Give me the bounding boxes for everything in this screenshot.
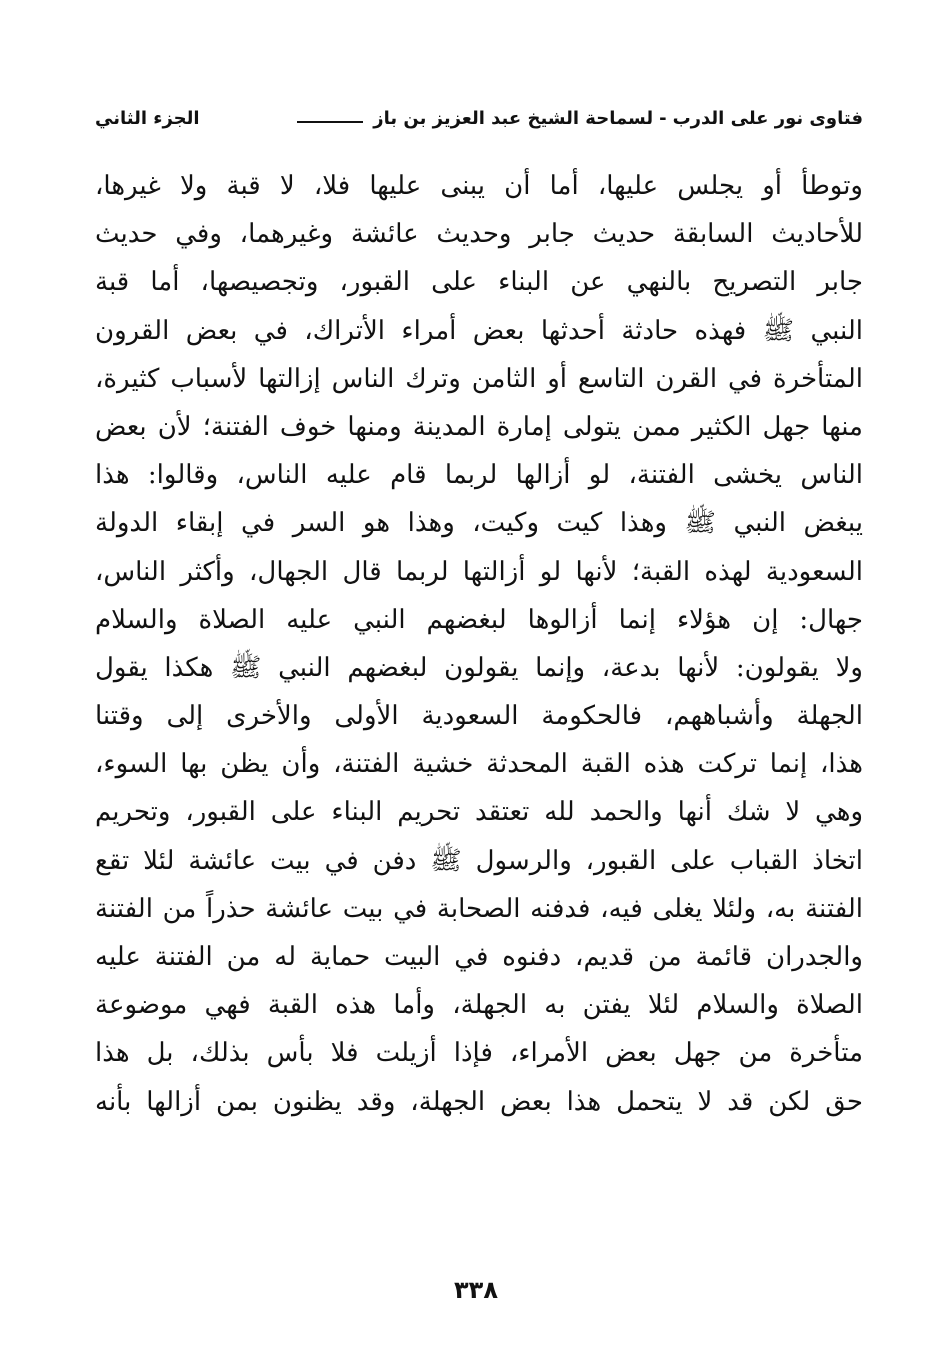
volume-label: الجزء الثاني [95,107,200,129]
text-line: الناس يخشى الفتنة، لو أزالها لربما قام عليه الناس، وقالوا: هذا [95,460,863,491]
text-line: الجهلة وأشباههم، فالحكومة السعودية الأولى والأخرى إلى وقتنا [95,701,863,732]
text-line: الصلاة والسلام لئلا يفتن به الجهلة، وأما هذه القبة فهي موضوعة [95,990,863,1021]
text-line: والجدران قائمة من قديم، دفنوه في البيت حماية له من الفتنة عليه [95,942,863,972]
text-line: جابر التصريح بالنهي عن البناء على القبور، وتجصيصها، أما قبة [95,267,863,298]
text-line: للأحاديث السابقة حديث جابر وحديث عائشة وغيرهما، وفي حديث [95,219,863,250]
text-line: ولا يقولون: لأنها بدعة، وإنما يقولون لبغضهم النبي ﷺ هكذا يقول [95,652,863,683]
text-line: وهي لا شك أنها والحمد لله تعتقد تحريم البناء على القبور، وتحريم [95,797,863,828]
text-line: المتأخرة في القرن التاسع أو الثامن وترك الناس إزالتها لأسباب كثيرة، [95,363,863,394]
header-separator: - [659,107,667,129]
text-line: النبي ﷺ فهذه حادثة أحدثها بعض أمراء الأتراك، في بعض القرون [95,315,863,346]
book-title: فتاوى نور على الدرب [672,107,863,129]
header-rule [297,121,363,123]
page-number: ٣٣٨ [454,1276,498,1304]
text-line: متأخرة من جهل بعض الأمراء، فإذا أزيلت فلا بأس بذلك، بل هذا [95,1038,863,1069]
text-line: جهال: إن هؤلاء إنما أزالوها لبغضهم النبي عليه الصلاة والسلام [95,604,863,635]
text-line: يبغض النبي ﷺ وهذا كيت وكيت، وهذا هو السر في إبقاء الدولة [95,508,863,539]
text-line: منها جهل الكثير ممن يتولى إمارة المدينة ومنها خوف الفتنة؛ لأن بعض [95,411,863,442]
text-line: السعودية لهذه القبة؛ لأنها لو أزالتها لربما قال الجهال، وأكثر الناس، [95,556,863,587]
body-text [95,162,863,1126]
text-line: الفتنة به، ولئلا يغلى فيه، فدفنه الصحابة في بيت عائشة حذراً من الفتنة [95,893,863,924]
header-title-group [293,108,863,129]
author-name: لسماحة الشيخ عبد العزيز بن باز [373,107,654,129]
text-line: اتخاذ القباب على القبور، والرسول ﷺ دفن في بيت عائشة لئلا تقع [95,845,863,876]
text-line: حق لكن قد لا يتحمل هذا بعض الجهلة، وقد يظنون بمن أزالها بأنه [95,1086,863,1117]
running-header [95,100,863,136]
text-line: وتوطأ أو يجلس عليها، أما أن يبنى عليها فلا، لا قبة ولا غيرها، [95,171,863,201]
text-line: هذا، إنما تركت هذه القبة المحدثة خشية الفتنة، وأن يظن بها السوء، [95,749,863,780]
